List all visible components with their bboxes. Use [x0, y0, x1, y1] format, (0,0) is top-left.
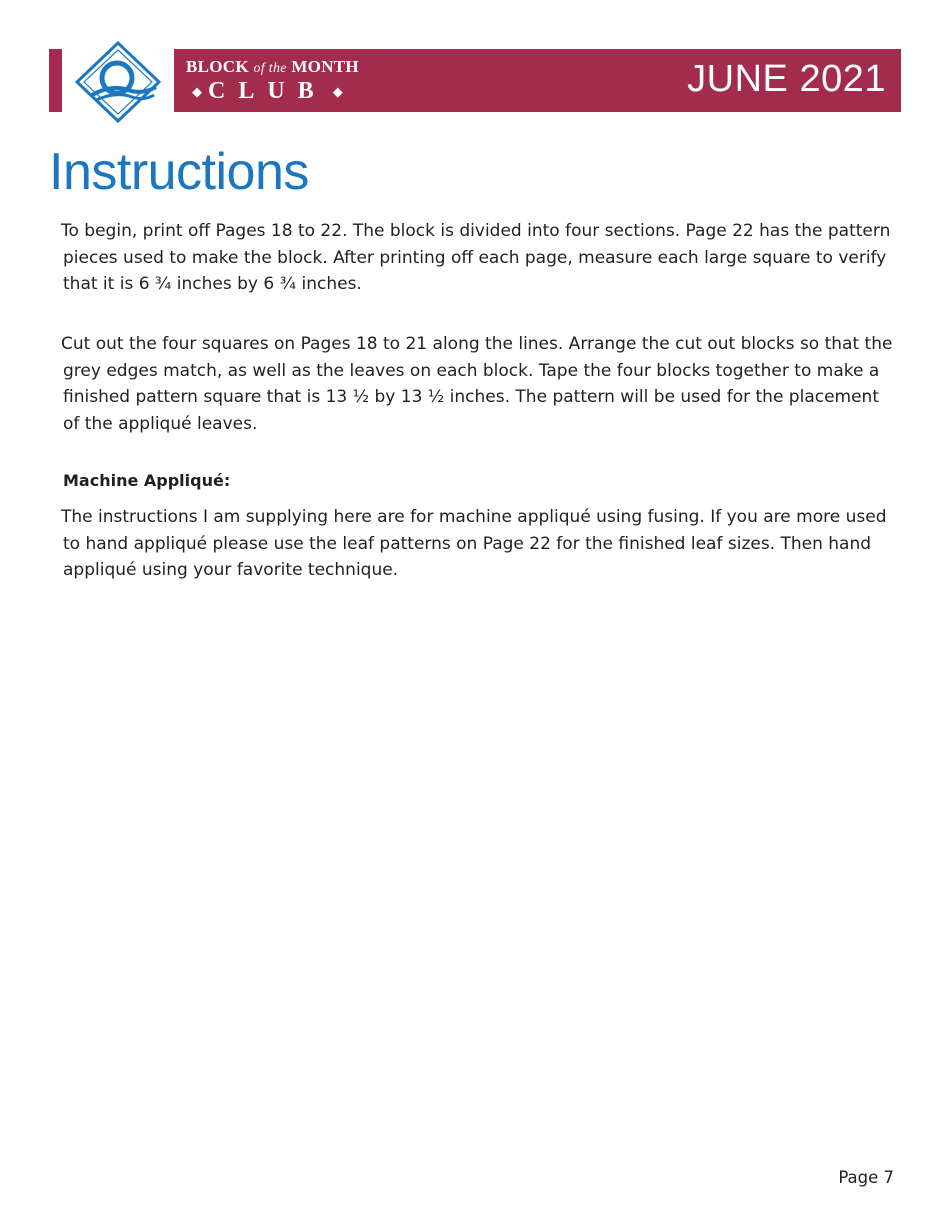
- diamond-icon: ◆: [332, 83, 343, 99]
- paragraph-print-pages: To begin, print off Pages 18 to 22. The block is divided into four sections. Page 22 has the pattern pieces used to make the block. After printing off each page, measure each large square to verify that it is 6 ¾ inches by 6 ¾ inches.: [61, 221, 891, 294]
- diamond-icon: ◆: [192, 83, 202, 99]
- paragraph-machine-applique: The instructions I am supplying here are for machine appliqué using fusing. If you are more used to hand appliqué please use the leaf patterns on Page 22 for the finished leaf sizes. Then hand appliqué using your favorite technique.: [61, 507, 887, 580]
- brand-name-line2: [186, 78, 349, 105]
- section-heading-machine-applique: Machine Appliqué:: [63, 471, 231, 490]
- page-title: Instructions: [49, 143, 309, 201]
- club-logo-icon: [62, 40, 174, 124]
- paragraph-cut-squares: Cut out the four squares on Pages 18 to 21 along the lines. Arrange the cut out blocks so that the grey edges match, as well as the leaves on each block. Tape the four blocks together to make a finished pattern square that is 13 ½ by 13 ½ inches. The pattern will be used for the placement of the appliqué leaves.: [61, 334, 893, 434]
- issue-date: JUNE 2021: [687, 58, 886, 100]
- brand-name-line1: BLOCK of the MONTH: [186, 57, 359, 76]
- brand-club-word: CLUB: [208, 78, 327, 104]
- page-number: Page 7: [838, 1168, 894, 1187]
